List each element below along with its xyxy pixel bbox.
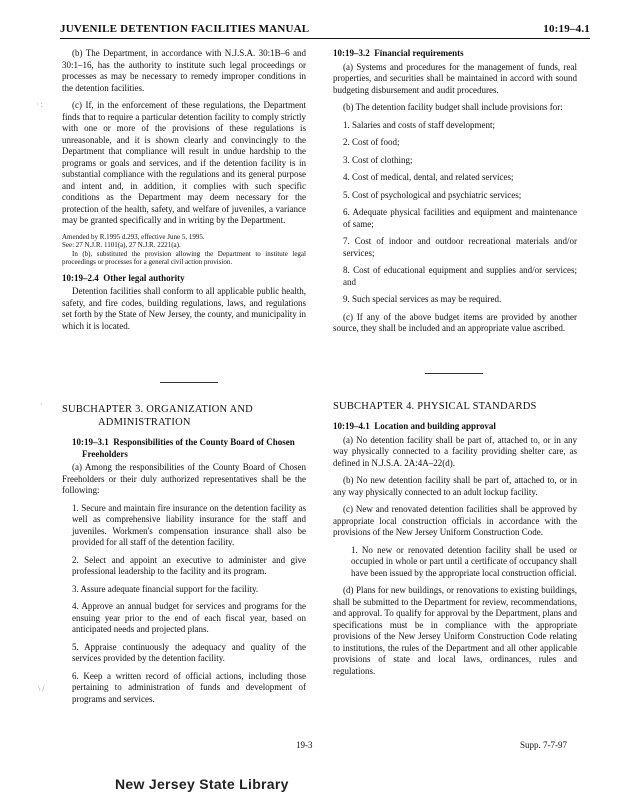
page-number: 19-3 xyxy=(296,740,313,750)
list-item: 3. Assure adequate financial support for the facility. xyxy=(72,583,259,594)
list-item: 3. Cost of clothing; xyxy=(343,154,413,165)
section-heading xyxy=(62,273,306,285)
list-item: 9. Such special services as may be required. xyxy=(343,294,502,304)
subchapter-line: SUBCHAPTER 3. ORGANIZATION AND xyxy=(62,404,253,415)
list-item: 5. Cost of psychological and psychiatric services; xyxy=(343,189,522,200)
list-item: 8. Cost of educational equipment and supplies and/or services; and xyxy=(343,265,577,287)
list-item: 4. Approve an annual budget for services and programs for the ensuing year prior to the end of each fiscal year, based on anticipated needs and projected plans. xyxy=(72,601,306,634)
section-num: 10:19–3.2 xyxy=(333,48,370,58)
list-item: 2. Select and appoint an executive to administer and give professional leadership to the facility and its program. xyxy=(72,554,306,576)
right-column-top xyxy=(333,48,577,341)
list-item: 1. Salaries and costs of staff development; xyxy=(343,119,496,130)
paragraph-a: (a) Systems and procedures for the management of funds, real properties, and securities shall be maintained in accord with sound budgeting disbursement and audit procedures. xyxy=(333,61,577,95)
section-heading xyxy=(333,48,577,60)
section-title: Financial requirements xyxy=(374,48,464,58)
section-num: 10:19–2.4 xyxy=(62,272,99,283)
section-num: 10:19–3.1 xyxy=(72,437,109,447)
paragraph-d: (d) Plans for new buildings, or renovations to existing buildings, shall be submitted to the Department for review, recommendations, and approval. To qualify for approval by the Department, plans and specifications must be in compliance with the appropriate provisions of the New Jersey Uniform Construction Code relating to institutions, the rules of the Department and all other applicable provisions of state and local laws, ordinances, rules and regulations. xyxy=(333,585,577,676)
list-item: 7. Cost of indoor and outdoor recreational materials and/or services; xyxy=(343,236,577,258)
paragraph-b: (b) The Department, in accordance with N.J.S.A. 30:1B–6 and 30:1–16, has the authority to institute such legal proceedings or processes as may be necessary to remedy improper conditions in the detention facilities. xyxy=(62,48,306,93)
running-header xyxy=(60,22,590,39)
list-item: 1. No new or renovated detention facility shall be used or occupied in whole or part until a certificate of occupancy shall have been issued by the appropriate local construction official. xyxy=(351,544,577,578)
subchapter-4-heading: SUBCHAPTER 4. PHYSICAL STANDARDS xyxy=(333,401,537,412)
manual-title: JUVENILE DETENTION FACILITIES MANUAL xyxy=(60,23,310,35)
section-title: Other legal authority xyxy=(103,272,185,283)
margin-mark: \ / xyxy=(38,684,45,693)
divider xyxy=(425,373,483,374)
section-number: 10:19–4.1 xyxy=(543,23,590,35)
paragraph-a: (a) No detention facility shall be part of, attached to, or in any way physically connected to a facility providing shelter care, as defined in N.J.S.A. 2A:4A–22(d). xyxy=(333,434,577,468)
section-num: 10:19–4.1 xyxy=(333,421,370,431)
right-column-bottom xyxy=(333,400,577,683)
section-heading xyxy=(62,437,306,460)
section-title: Responsibilities of the County Board of Chosen Freeholders xyxy=(82,437,295,459)
margin-mark: · : xyxy=(36,100,43,109)
paragraph-c: (c) If, in the enforcement of these regulations, the Department finds that to require a particular detention facility to comply strictly with one or more of the provisions of these regulations is unreasonable, and it is shown clearly and convincingly to the Department that compliance will result in undue hardship to the programs or goals and services, and if the detention facility is in substantial compliance with the regulations and its general purpose and intent and, in addition, it complies with such specific conditions as the Department may deem necessary for the protection of the health, safety, and welfare of juveniles, a variance may be granted specifically and in writing by the Department. xyxy=(62,100,306,225)
paragraph-c: (c) New and renovated detention facilities shall be approved by appropriate local construction officials in accordance with the provisions of the New Jersey Uniform Construction Code. xyxy=(333,504,577,537)
left-column-bottom xyxy=(62,403,306,711)
margin-mark: · xyxy=(40,400,43,409)
paragraph-b: (b) The detention facility budget shall include provisions for: xyxy=(343,102,563,112)
list-item: 5. Appraise continuously the adequacy and quality of the services provided by the detention facility. xyxy=(72,641,306,663)
paragraph-c: (c) If any of the above budget items are provided by another source, they shall be included and an appropriate value ascribed. xyxy=(333,311,577,333)
list-item: 2. Cost of food; xyxy=(343,137,400,147)
amendment-line: See: 27 N.J.R. 1101(a), 27 N.J.R. 2221(a). xyxy=(62,241,181,249)
list-item: 4. Cost of medical, dental, and related services; xyxy=(343,172,514,182)
amendment-line: In (b), substituted the provision allowing the Department to institute legal proceedings or processes for a general civil action provision. xyxy=(62,249,306,266)
section-heading xyxy=(333,421,577,433)
list-item: 6. Keep a written record of official actions, including those pertaining to administration of funds and development of programs and services. xyxy=(72,670,306,704)
section-title: Location and building approval xyxy=(374,421,496,431)
list-item: 6. Adequate physical facilities and equipment and maintenance of same; xyxy=(343,207,577,229)
amendment-note xyxy=(62,233,306,267)
left-column-top xyxy=(62,48,306,338)
list-item: 1. Secure and maintain fire insurance on the detention facility as well as comprehensive liability insurance for the staff and juveniles. Workmen's compensation insurance shall also be provided for all staff of the detention facility. xyxy=(72,502,306,547)
subchapter-line: ADMINISTRATION xyxy=(98,417,191,428)
paragraph-b: (b) No new detention facility shall be part of, attached to, or in any way physically connected to an adult lockup facility. xyxy=(333,475,577,497)
divider xyxy=(160,382,218,383)
subchapter-3-heading xyxy=(62,403,306,429)
supplement-date: Supp. 7-7-97 xyxy=(520,740,567,750)
amendment-line: Amended by R.1995 d.293, effective June 5, 1995. xyxy=(62,232,205,241)
section-intro: (a) Among the responsibilities of the County Board of Chosen Freeholders or their duly authorized representatives shall be the following: xyxy=(62,462,306,495)
library-stamp: New Jersey State Library xyxy=(115,776,289,792)
section-text: Detention facilities shall conform to all applicable public health, safety, and fire codes, building regulations, laws, and regulations set forth by the State of New Jersey, the county, and municipality in which it is located. xyxy=(62,286,306,331)
